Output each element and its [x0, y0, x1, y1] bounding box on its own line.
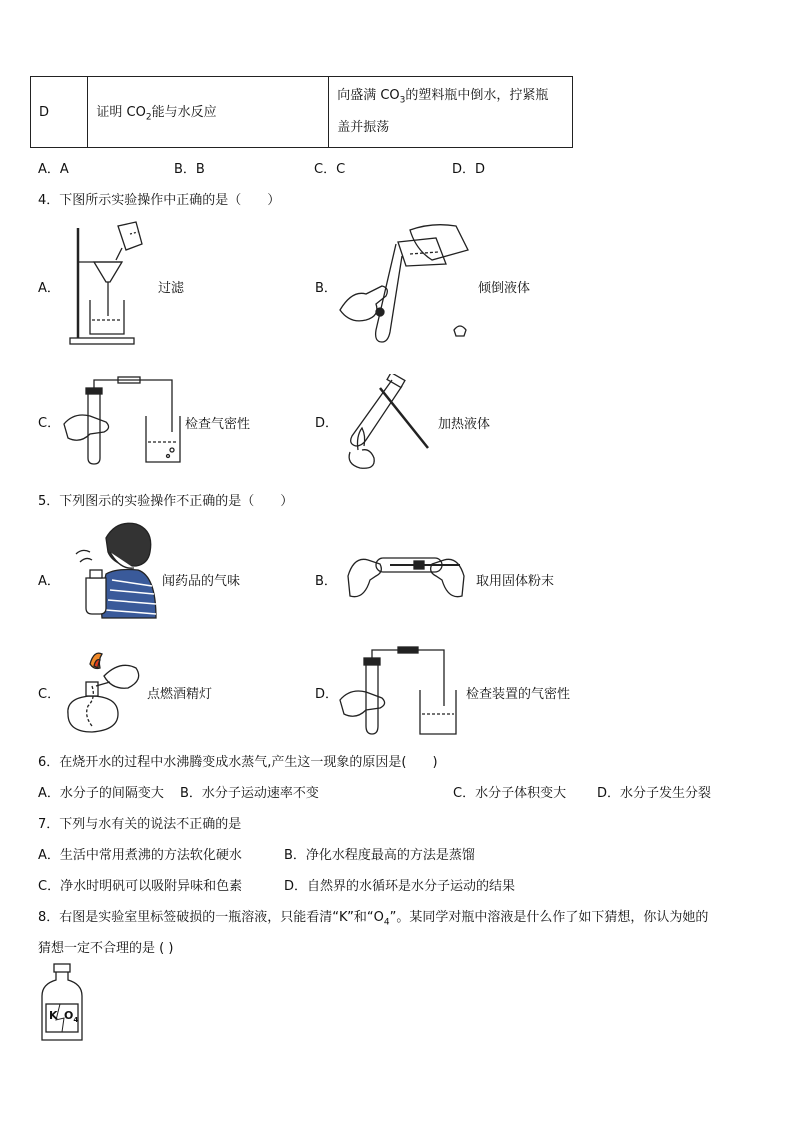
q3-option-d[interactable]: D．D [452, 162, 486, 177]
heat-liquid-icon [336, 374, 436, 472]
label-k: K [49, 1009, 58, 1022]
q4-stem: 4．下图所示实验操作中正确的是（ ） [38, 193, 281, 208]
q5-option-b-letter[interactable]: B． [315, 574, 337, 589]
table-cell-method: 向盛满 $CO_3$的塑料瓶中倒水，拧紧瓶 盖并振荡 [329, 77, 573, 148]
pour-liquid-icon [336, 220, 476, 350]
airtight-check-icon [60, 372, 184, 468]
reagent-bottle-icon [38, 962, 86, 1044]
filtration-icon [64, 220, 154, 350]
q7-option-c[interactable]: C．净水时明矾可以吸附异味和色素 [38, 879, 243, 894]
table-cell-letter: D [31, 77, 88, 148]
table-row [31, 77, 573, 148]
q6-option-d[interactable]: D．水分子发生分裂 [597, 786, 712, 801]
bottle-outline [38, 962, 86, 1044]
q5-option-c-letter[interactable]: C． [38, 687, 61, 702]
q3-option-c[interactable]: C．C [314, 162, 346, 177]
q7-option-d[interactable]: D．自然界的水循环是水分子运动的结果 [284, 879, 516, 894]
q6-stem: 6．在烧开水的过程中水沸腾变成水蒸气,产生这一现象的原因是( ) [38, 755, 438, 770]
q4-option-d-letter[interactable]: D． [315, 416, 339, 431]
q7-option-a[interactable]: A．生活中常用煮沸的方法软化硬水 [38, 848, 242, 863]
q5-option-a-letter[interactable]: A． [38, 574, 60, 589]
experiment-table [30, 76, 573, 148]
q8-stem-line1: 8．右图是实验室里标签破损的一瓶溶液，只能看清“K”和“$O_4$”。某同学对瓶中溶液是什么作了如下猜想，你认为她的 [38, 910, 709, 928]
q5-stem: 5．下列图示的实验操作不正确的是（ ） [38, 494, 294, 509]
smell-chemical-icon [66, 518, 160, 622]
apparatus-airtight-icon [336, 644, 462, 738]
q5-option-d-label: 检查装置的气密性 [466, 687, 571, 702]
q7-stem: 7．下列与水有关的说法不正确的是 [38, 817, 242, 832]
q6-option-b[interactable]: B．水分子运动速率不变 [180, 786, 319, 801]
q4-option-c-label: 检查气密性 [185, 417, 251, 432]
q6-option-c[interactable]: C．水分子体积变大 [453, 786, 567, 801]
light-lamp-icon [60, 646, 146, 736]
q4-option-c-letter[interactable]: C． [38, 416, 61, 431]
q4-option-b-label: 倾倒液体 [478, 281, 531, 296]
label-o4: $O_4$ [64, 1009, 79, 1025]
q5-option-d-letter[interactable]: D． [315, 687, 339, 702]
q3-option-a[interactable]: A．A [38, 162, 69, 177]
q7-option-b[interactable]: B．净化水程度最高的方法是蒸馏 [284, 848, 475, 863]
table-cell-purpose: 证明 $CO_2$能与水反应 [88, 77, 329, 148]
q5-option-c-label: 点燃酒精灯 [147, 687, 213, 702]
q6-option-a[interactable]: A．水分子的间隔变大 [38, 786, 164, 801]
q3-option-b[interactable]: B．B [174, 162, 205, 177]
q4-option-b-letter[interactable]: B． [315, 281, 337, 296]
q4-option-a-letter[interactable]: A． [38, 281, 60, 296]
q4-option-d-label: 加热液体 [438, 417, 491, 432]
q5-option-a-label: 闻药品的气味 [162, 574, 241, 589]
powder-transfer-icon [340, 536, 472, 616]
q4-option-a-label: 过滤 [158, 281, 185, 296]
q5-option-b-label: 取用固体粉末 [476, 574, 555, 589]
q8-stem-line2: 猜想一定不合理的是 ( ) [38, 941, 174, 956]
